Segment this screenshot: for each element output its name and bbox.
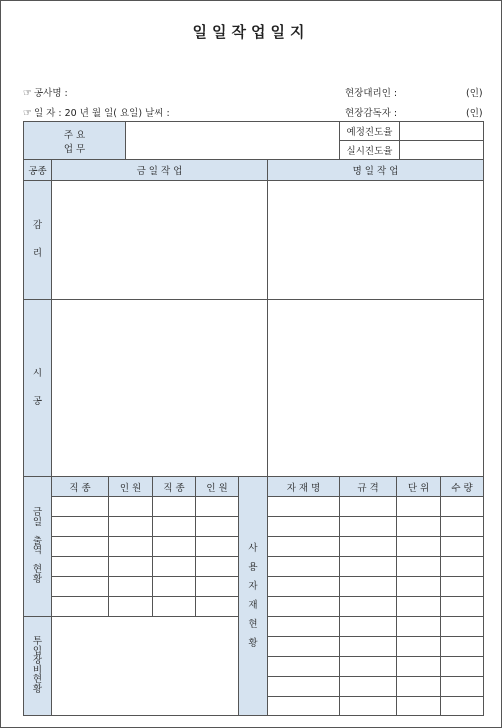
date-weather-label: 일 자 : 20 년 월 일( 요일) 날씨 :: [33, 108, 170, 119]
labor-cell[interactable]: [196, 517, 239, 537]
labor-trade-header-2: 직 종: [153, 477, 196, 497]
material-unit-header: 단 위: [397, 477, 441, 497]
planned-rate-label: 예정진도율: [340, 122, 400, 141]
material-cell[interactable]: [340, 617, 397, 637]
pointing-hand-icon: ☞: [23, 108, 32, 119]
material-cell[interactable]: [397, 597, 441, 617]
equipment-label: 투 입 장 비 현 황: [24, 617, 52, 716]
site-supervisor-seal: (인): [466, 108, 483, 119]
material-cell[interactable]: [268, 617, 340, 637]
material-cell[interactable]: [268, 497, 340, 517]
labor-count-header-2: 인 원: [196, 477, 239, 497]
material-cell[interactable]: [268, 637, 340, 657]
labor-cell[interactable]: [109, 577, 153, 597]
equipment-cell[interactable]: [52, 617, 239, 716]
labor-cell[interactable]: [196, 557, 239, 577]
material-cell[interactable]: [441, 497, 484, 517]
material-cell[interactable]: [340, 537, 397, 557]
supervision-label: 감 리: [24, 181, 52, 300]
actual-rate-label: 실시진도율: [340, 141, 400, 160]
site-agent-seal: (인): [466, 88, 483, 99]
material-cell[interactable]: [397, 677, 441, 697]
material-cell[interactable]: [441, 557, 484, 577]
attendance-label: 금 일 출 역 현 황: [24, 477, 52, 617]
today-work-header: 금 일 작 업: [52, 160, 268, 181]
construction-today-cell[interactable]: [52, 300, 268, 477]
labor-cell[interactable]: [109, 557, 153, 577]
pointing-hand-icon: ☞: [23, 88, 32, 99]
material-cell[interactable]: [268, 517, 340, 537]
labor-cell[interactable]: [196, 537, 239, 557]
labor-cell[interactable]: [52, 577, 109, 597]
labor-cell[interactable]: [153, 557, 196, 577]
material-cell[interactable]: [441, 657, 484, 677]
labor-trade-header-1: 직 종: [52, 477, 109, 497]
material-cell[interactable]: [268, 657, 340, 677]
labor-cell[interactable]: [153, 497, 196, 517]
project-name-label: 공사명 :: [33, 88, 68, 99]
site-supervisor-label: 현장감독자 :: [345, 108, 398, 119]
material-cell[interactable]: [397, 537, 441, 557]
material-cell[interactable]: [441, 537, 484, 557]
labor-cell[interactable]: [109, 517, 153, 537]
material-cell[interactable]: [441, 597, 484, 617]
labor-cell[interactable]: [109, 597, 153, 617]
tomorrow-work-header: 명 일 작 업: [268, 160, 484, 181]
material-spec-header: 규 격: [340, 477, 397, 497]
labor-cell[interactable]: [196, 577, 239, 597]
main-work-header: 주 요 업 무: [24, 122, 126, 160]
supervision-tomorrow-cell[interactable]: [268, 181, 484, 300]
material-cell[interactable]: [441, 637, 484, 657]
material-cell[interactable]: [441, 577, 484, 597]
work-table: [23, 159, 484, 477]
material-cell[interactable]: [397, 617, 441, 637]
actual-rate-cell[interactable]: [400, 141, 484, 160]
material-cell[interactable]: [441, 677, 484, 697]
construction-label: 시 공: [24, 300, 52, 477]
material-cell[interactable]: [268, 697, 340, 716]
labor-cell[interactable]: [196, 597, 239, 617]
labor-count-header-1: 인 원: [109, 477, 153, 497]
material-cell[interactable]: [397, 577, 441, 597]
material-cell[interactable]: [397, 497, 441, 517]
material-cell[interactable]: [397, 657, 441, 677]
material-cell[interactable]: [397, 557, 441, 577]
labor-cell[interactable]: [153, 517, 196, 537]
material-cell[interactable]: [340, 497, 397, 517]
material-usage-label: 사 용 자 재 현 황: [239, 477, 268, 716]
material-qty-header: 수 량: [441, 477, 484, 497]
material-cell[interactable]: [268, 577, 340, 597]
material-cell[interactable]: [268, 677, 340, 697]
trade-header: 공종: [24, 160, 52, 181]
page-title: 일일작업일지: [192, 23, 310, 41]
project-name-line: [23, 85, 68, 99]
material-cell[interactable]: [397, 517, 441, 537]
material-cell[interactable]: [340, 517, 397, 537]
labor-cell[interactable]: [52, 537, 109, 557]
labor-cell[interactable]: [153, 577, 196, 597]
labor-cell[interactable]: [52, 597, 109, 617]
material-cell[interactable]: [441, 617, 484, 637]
labor-cell[interactable]: [153, 597, 196, 617]
labor-cell[interactable]: [153, 537, 196, 557]
material-cell[interactable]: [340, 637, 397, 657]
material-cell[interactable]: [441, 697, 484, 716]
labor-cell[interactable]: [196, 497, 239, 517]
labor-cell[interactable]: [52, 497, 109, 517]
main-work-cell[interactable]: [126, 122, 340, 160]
material-name-header: 자 재 명: [268, 477, 340, 497]
material-cell[interactable]: [397, 637, 441, 657]
labor-cell[interactable]: [109, 497, 153, 517]
material-cell[interactable]: [441, 517, 484, 537]
planned-rate-cell[interactable]: [400, 122, 484, 141]
material-cell[interactable]: [340, 677, 397, 697]
material-cell[interactable]: [340, 597, 397, 617]
material-cell[interactable]: [268, 557, 340, 577]
supervision-today-cell[interactable]: [52, 181, 268, 300]
material-cell[interactable]: [397, 697, 441, 716]
labor-cell[interactable]: [52, 557, 109, 577]
material-cell[interactable]: [268, 597, 340, 617]
main-work-table: [23, 121, 484, 160]
status-table: [23, 476, 484, 716]
material-cell[interactable]: [340, 697, 397, 716]
construction-tomorrow-cell[interactable]: [268, 300, 484, 477]
material-cell[interactable]: [268, 537, 340, 557]
material-cell[interactable]: [340, 657, 397, 677]
material-cell[interactable]: [340, 557, 397, 577]
date-line: [23, 105, 170, 119]
site-agent-label: 현장대리인 :: [345, 88, 398, 99]
labor-cell[interactable]: [109, 537, 153, 557]
labor-cell[interactable]: [52, 517, 109, 537]
material-cell[interactable]: [340, 577, 397, 597]
